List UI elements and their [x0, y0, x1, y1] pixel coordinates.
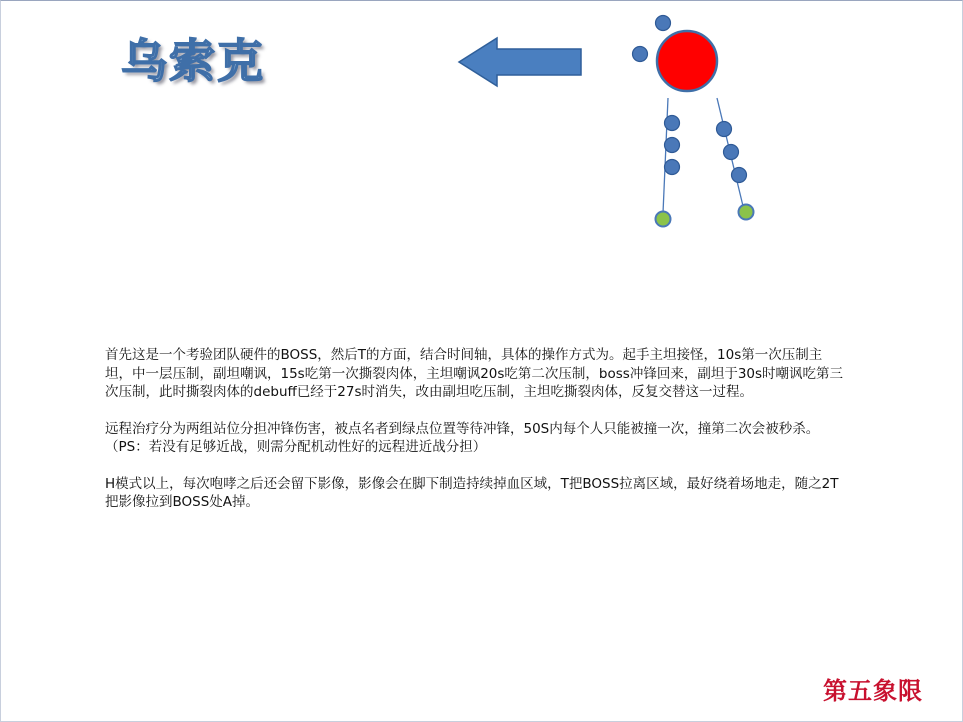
- player-dot: [665, 160, 680, 175]
- slide-title: 乌索克: [121, 34, 265, 88]
- player-dot: [633, 47, 648, 62]
- left-arrow-icon: [459, 38, 581, 86]
- player-dot: [732, 168, 747, 183]
- strategy-text: [105, 346, 845, 530]
- player-dot: [724, 145, 739, 160]
- paragraph-heroic-mode: H模式以上，每次咆哮之后还会留下影像，影像会在脚下制造持续掉血区域，T把BOSS拉离区域，最好绕着场地走，随之2T把影像拉到BOSS处A掉。: [105, 475, 839, 510]
- boss-marker: [657, 31, 717, 91]
- watermark-logo: 第五象限: [823, 676, 923, 705]
- paragraph-tank-strategy: 首先这是一个考验团队硬件的BOSS，然后T的方面，结合时间轴，具体的操作方式为。起手主坦接怪，10s第一次压制主坦，中一层压制，副坦嘲讽，15s吃第一次撕裂肉体，主坦嘲讽20s吃第二次压制，boss冲锋回来，副坦于30s时嘲讽吃第三次压制，此时撕裂肉体的debuff已经于27s时消失，改由副坦吃压制，主坦吃撕裂肉体，反复交替这一过程。: [105, 347, 844, 400]
- player-dot: [717, 122, 732, 137]
- player-dot: [656, 16, 671, 31]
- green-spot-marker: [656, 212, 671, 227]
- charge-path-left: [663, 98, 668, 213]
- green-spot-marker: [739, 205, 754, 220]
- positioning-diagram: [1, 1, 962, 301]
- player-dot: [665, 116, 680, 131]
- paragraph-ranged-healer-strategy: 远程治疗分为两组站位分担冲锋伤害，被点名者到绿点位置等待冲锋，50S内每个人只能被撞一次，撞第二次会被秒杀。（PS：若没有足够近战，则需分配机动性好的远程进近战分担）: [105, 420, 820, 455]
- player-dot: [665, 138, 680, 153]
